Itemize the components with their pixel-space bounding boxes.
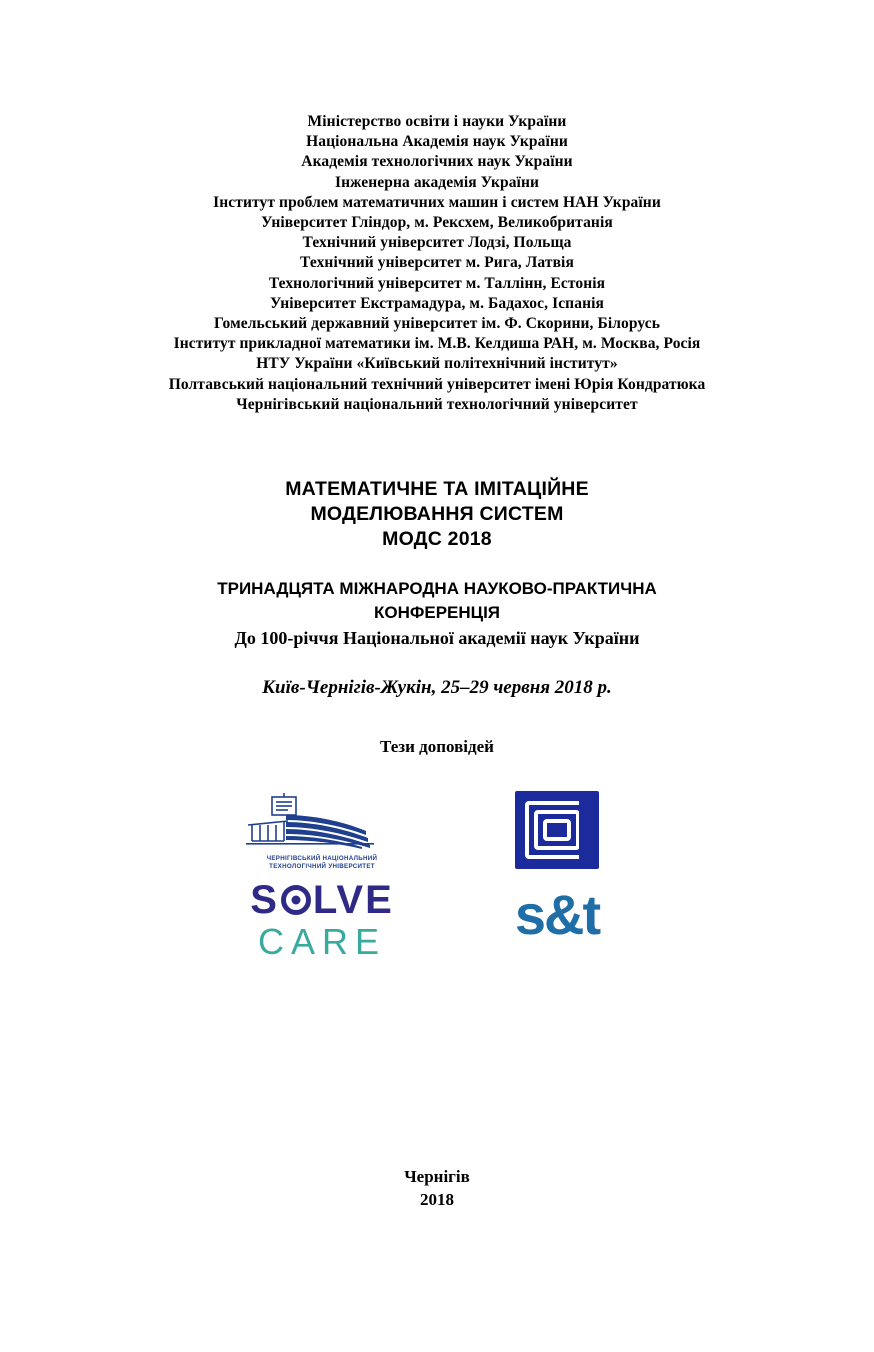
organizer-line: Чернігівський національний технологічний університет [236,395,638,413]
organizer-line: Інженерна академія України [334,173,540,191]
organizer-line: Інститут проблем математичних машин і систем НАН України [213,193,661,211]
solve-care-ring-icon [281,885,311,915]
organizer-line: НТУ України «Київський політехнічний інститут» [256,355,618,373]
university-emblem-icon [242,791,402,853]
solve-care-letters-lve: LVE [312,878,394,923]
page-title [0,477,874,552]
document-footer [0,1165,874,1211]
solve-care-wordmark [250,878,394,923]
organizer-line: Міністерство освіти і науки України [307,113,567,130]
organizer-line: Технічний університет Лодзі, Польща [302,234,572,252]
logo-group-left [222,791,422,963]
title-line-3: МОДС 2018 [382,528,492,551]
university-caption-line-2: ТЕХНОЛОГІЧНИЙ УНІВЕРСИТЕТ [269,862,375,870]
conference-line-1: ТРИНАДЦЯТА МІЖНАРОДНА НАУКОВО-ПРАКТИЧНА [217,579,657,599]
organizer-line: Університет Екстрамадура, м. Бадахос, Іспанія [269,294,604,312]
organizer-line: Національна Академія наук України [306,133,568,151]
title-line-1: МАТЕМАТИЧНЕ ТА ІМІТАЦІЙНЕ [285,478,589,501]
logo-group-right [462,791,652,947]
document-page [0,112,874,1352]
organizer-line: Полтавський національний технічний університет імені Юрія Кондратюка [168,375,706,393]
solve-care-care-word: CARE [257,921,386,963]
st-square-mark-icon [515,791,599,869]
university-emblem-caption [242,855,402,870]
conference-line-2: КОНФЕРЕНЦІЯ [373,603,501,623]
organizer-line: Технічний університет м. Рига, Латвія [300,254,574,272]
title-line-2: МОДЕЛЮВАННЯ СИСТЕМ [310,503,564,526]
st-wordmark: s&t [514,883,600,947]
organizers-list [0,112,874,415]
organizer-line: Гомельський державний університет ім. Ф. Скорини, Білорусь [213,315,661,333]
st-ring-inner [543,819,571,841]
footer-year: 2018 [420,1190,454,1209]
organizer-line: Університет Гліндор, м. Рексхем, Великобританія [261,214,613,232]
solve-care-logo [250,878,394,963]
organizer-line: Академія технологічних наук України [301,153,573,171]
logo-row [0,791,874,963]
st-ring-cut [579,797,591,863]
university-caption-line-1: ЧЕРНІГІВСЬКИЙ НАЦІОНАЛЬНИЙ [266,855,378,863]
conference-subtitle [0,577,874,650]
organizer-line: Інститут прикладної математики ім. М.В. Келдиша РАН, м. Москва, Росія [173,335,701,353]
anniversary-line: До 100-річчя Національної академії наук України [234,628,640,649]
place-and-date: Київ-Чернігів-Жукін, 25–29 червня 2018 р. [262,677,612,699]
abstracts-label: Тези доповідей [380,737,494,757]
organizer-line: Технологічний університет м. Таллінн, Естонія [268,274,606,292]
solve-care-letter-s: S [250,878,279,923]
footer-city: Чернігів [404,1167,470,1186]
